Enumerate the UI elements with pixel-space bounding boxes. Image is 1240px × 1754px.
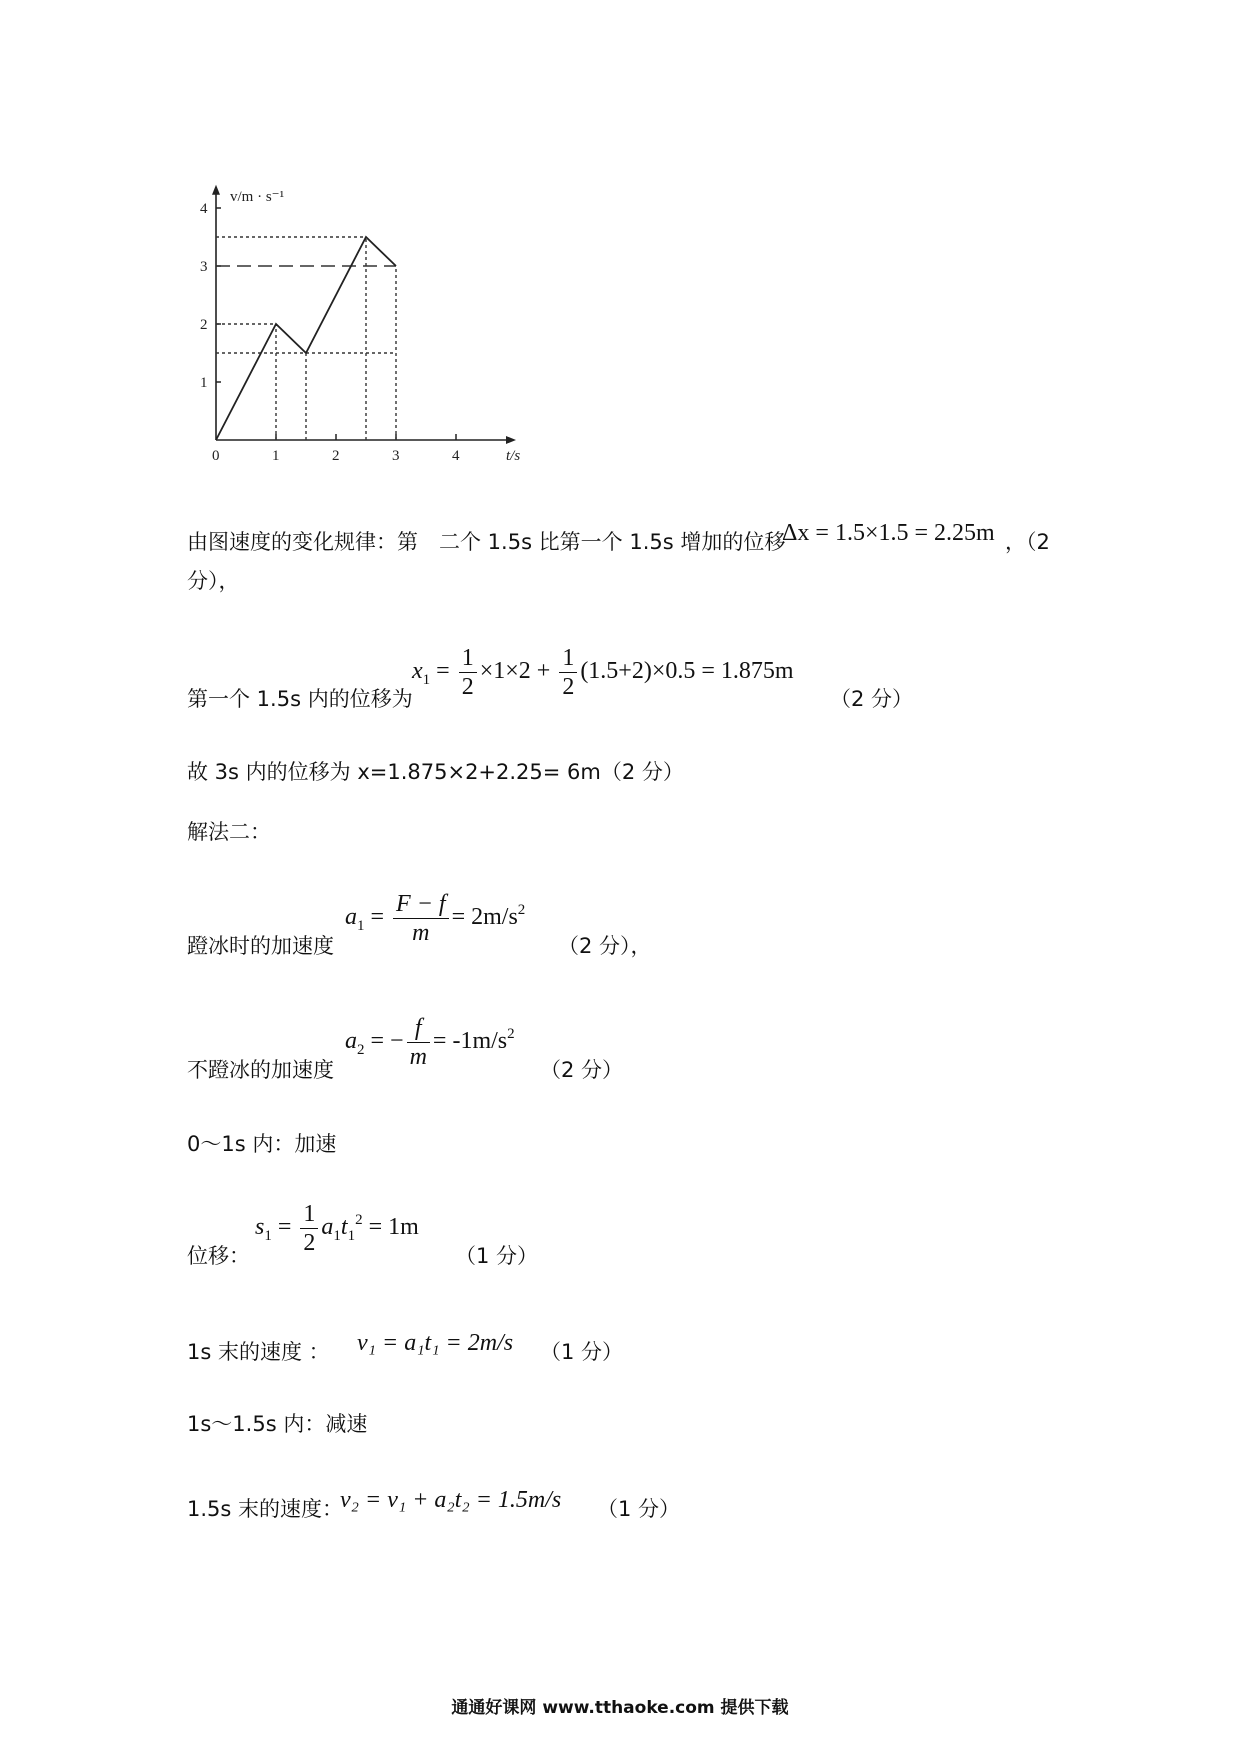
x-tick-label: 1 <box>272 448 280 464</box>
y-tick-label: 1 <box>200 375 208 391</box>
formula-delta-x: Δx = 1.5×1.5 = 2.25m <box>782 520 995 546</box>
y-tick-label: 2 <box>200 317 208 333</box>
score-line-1a: ，（2 <box>1005 530 1050 554</box>
text-line-5: 蹬冰时的加速度 <box>187 934 334 958</box>
fraction-half-c: $\frac{1}{2}$ <box>300 1200 318 1257</box>
score-line-5: （2 分）， <box>558 934 652 958</box>
y-tick-label: 3 <box>200 259 208 275</box>
y-tick-label: 4 <box>200 201 208 217</box>
fraction-half-b: $\frac{1}{2}$ <box>559 644 577 701</box>
text-line-8: 位移： <box>187 1244 250 1268</box>
x-tick-label: 2 <box>332 448 340 464</box>
score-line-6: （2 分） <box>540 1058 624 1082</box>
text-line-10: 1s～1.5s 内：减速 <box>187 1412 368 1436</box>
formula-x1: $x_1$ = $\frac{1}{2}$ ×1×2 + $\frac{1}{2}$ (1.5+2)×0.5 = 1.875m <box>412 645 794 700</box>
score-line-11: （1 分） <box>597 1497 681 1521</box>
formula-a1: $a_1$ = $\frac{F - f}{m}$ = $2m/s^2$ <box>345 891 526 946</box>
formula-a2: $a_2$ = − $\frac{f}{m}$ = $-1m/s^2$ <box>345 1015 515 1070</box>
text-line-4: 解法二： <box>187 820 271 844</box>
formula-v1: v₁ = a₁t₁ = 2m/s <box>357 1330 514 1356</box>
text-line-2: 第一个 1.5s 内的位移为 <box>187 687 413 711</box>
text-line-3: 故 3s 内的位移为 x=1.875×2+2.25= 6m（2 分） <box>187 760 684 784</box>
fraction-f-over-m: $\frac{f}{m}$ <box>407 1014 430 1071</box>
formula-v2: v₂ = v₁ + a₂t₂ = 1.5m/s <box>340 1487 562 1513</box>
text-line-11: 1.5s 末的速度： <box>187 1497 344 1521</box>
fraction-f-minus-f-over-m: $\frac{F - f}{m}$ <box>393 890 449 947</box>
x-tick-label: 3 <box>392 448 400 464</box>
text-line-7: 0～1s 内：加速 <box>187 1132 337 1156</box>
velocity-time-chart <box>170 140 521 470</box>
score-line-9: （1 分） <box>540 1340 624 1364</box>
fraction-half-a: $\frac{1}{2}$ <box>459 644 477 701</box>
text-line-9: 1s 末的速度 ： <box>187 1340 330 1364</box>
y-axis-label: v/m · s⁻¹ <box>230 188 285 205</box>
text-line-1: 由图速度的变化规律：第 二个 1.5s 比第一个 1.5s 增加的位移 <box>187 530 786 554</box>
text-line-6: 不蹬冰的加速度 <box>187 1058 334 1082</box>
y-axis-arrow <box>212 185 220 195</box>
score-line-8: （1 分） <box>455 1244 539 1268</box>
x-axis-label: t/s <box>506 448 521 464</box>
score-line-1b: 分）， <box>187 569 240 593</box>
x-axis-arrow <box>506 436 516 444</box>
x-tick-label: 0 <box>212 448 220 464</box>
x-tick-label: 4 <box>452 448 460 464</box>
formula-s1: $s_1$ = $\frac{1}{2}$ $a_1t_1^2 = 1m$ <box>255 1201 419 1256</box>
page-footer: 通通好课网 www.tthaoke.com 提供下载 <box>451 1698 789 1718</box>
score-line-2: （2 分） <box>830 687 914 711</box>
